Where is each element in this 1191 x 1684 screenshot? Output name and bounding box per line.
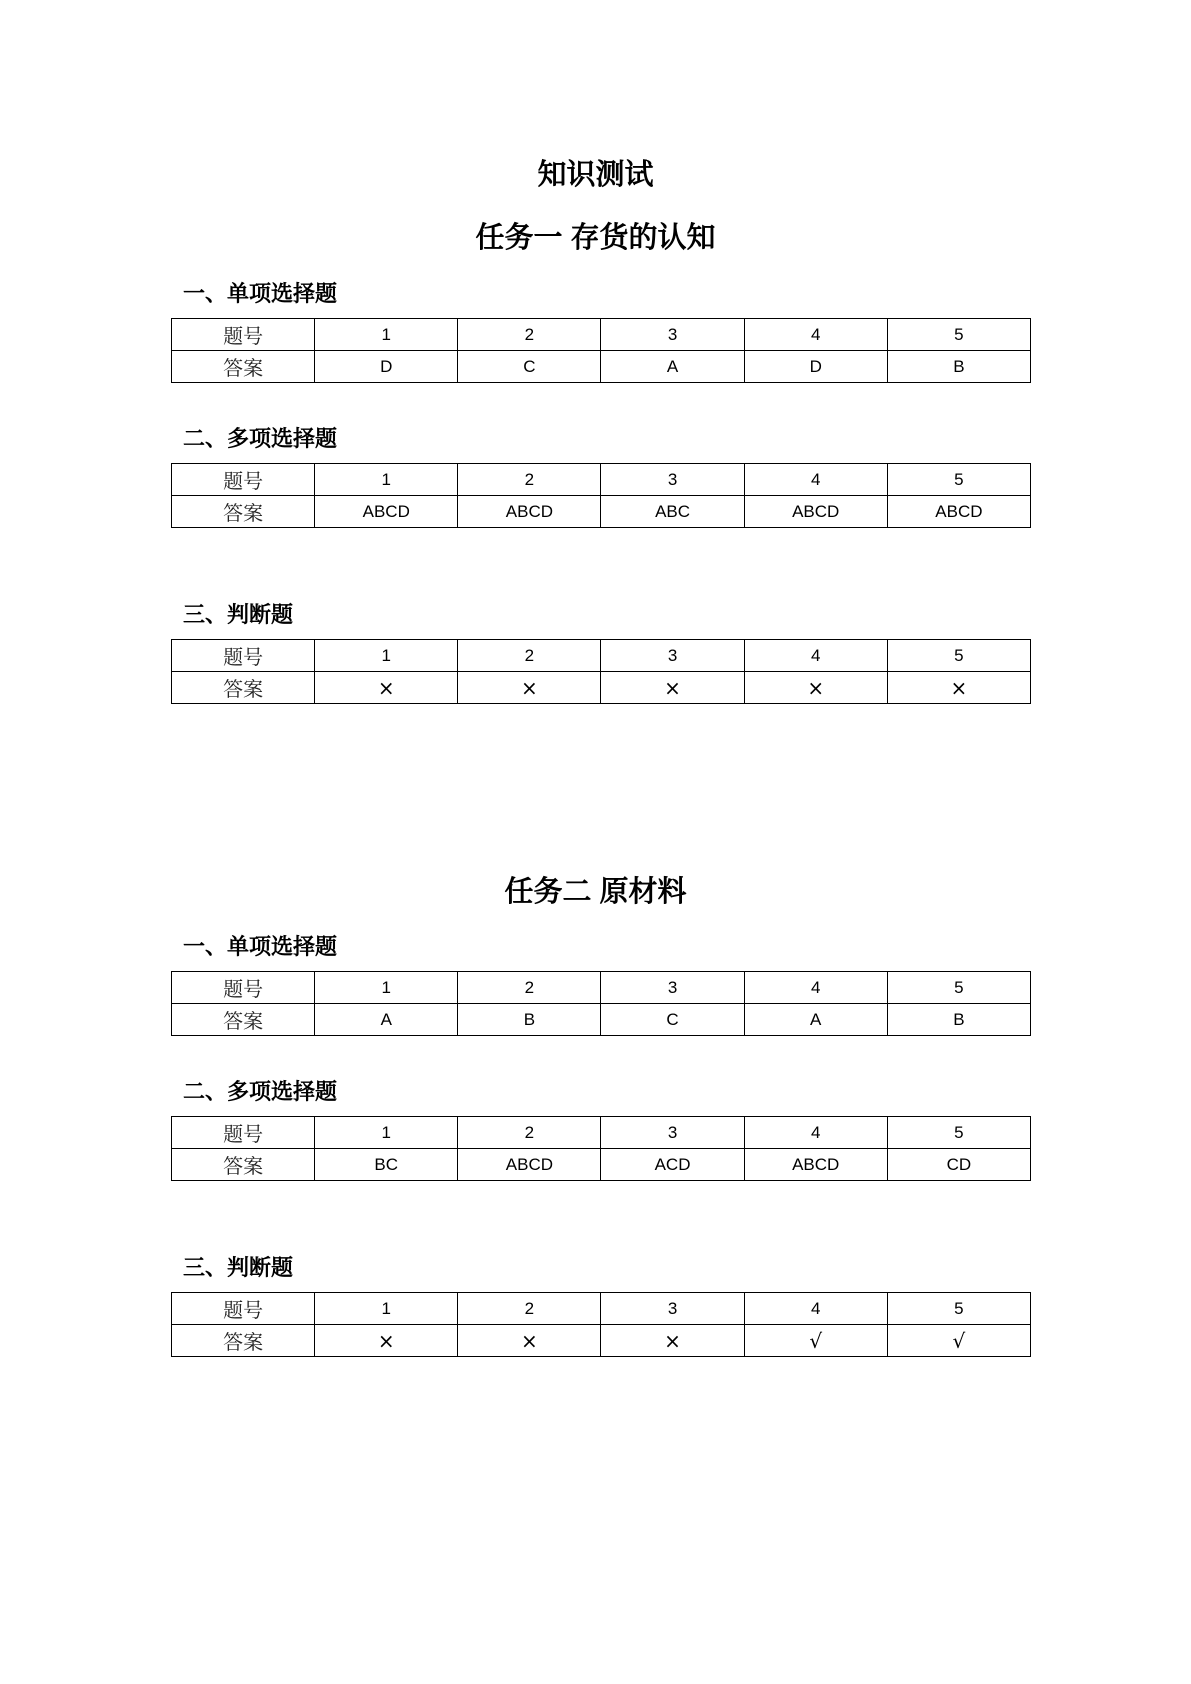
question-number: 5 [887,464,1030,496]
answer-cell: B [887,351,1030,383]
question-number: 4 [744,972,887,1004]
question-number: 1 [315,1293,458,1325]
question-number: 3 [601,1117,744,1149]
question-number: 5 [887,1293,1030,1325]
answer-cell: × [315,672,458,704]
table-row-answers [172,672,1031,704]
row-label: 答案 [172,496,315,528]
row-label: 答案 [172,1149,315,1181]
task2-sec3-table [171,1292,1031,1357]
question-number: 5 [887,972,1030,1004]
question-number: 5 [887,640,1030,672]
answer-cell: × [315,1325,458,1357]
question-number: 3 [601,972,744,1004]
answer-cell: √ [744,1325,887,1357]
question-number: 4 [744,640,887,672]
table-row-numbers [172,972,1031,1004]
task1-sec1-table [171,318,1031,383]
row-label: 答案 [172,1004,315,1036]
question-number: 3 [601,319,744,351]
question-number: 3 [601,640,744,672]
question-number: 4 [744,464,887,496]
answer-cell: B [458,1004,601,1036]
answer-cell: ABC [601,496,744,528]
question-number: 2 [458,1293,601,1325]
row-label: 题号 [172,640,315,672]
question-number: 1 [315,319,458,351]
question-number: 1 [315,464,458,496]
answer-cell: CD [887,1149,1030,1181]
table-row-answers [172,1004,1031,1036]
table-row-numbers [172,1293,1031,1325]
answer-cell: C [601,1004,744,1036]
answer-cell: A [744,1004,887,1036]
answer-cell: ABCD [458,496,601,528]
answer-cell: ABCD [458,1149,601,1181]
answer-cell: ACD [601,1149,744,1181]
question-number: 4 [744,1117,887,1149]
table-row-answers [172,351,1031,383]
question-number: 2 [458,640,601,672]
question-number: 3 [601,464,744,496]
answer-cell: D [744,351,887,383]
question-number: 3 [601,1293,744,1325]
answer-cell: × [601,672,744,704]
answer-cell: ABCD [887,496,1030,528]
answer-cell: ABCD [315,496,458,528]
task1-heading: 任务一 存货的认知 [475,222,716,254]
row-label: 题号 [172,1293,315,1325]
task2-heading: 任务二 原材料 [504,876,687,908]
task1-sec3-title: 三、判断题 [183,602,294,627]
question-number: 2 [458,972,601,1004]
row-label: 题号 [172,464,315,496]
table-row-answers [172,1149,1031,1181]
answer-cell: D [315,351,458,383]
table-row-numbers [172,640,1031,672]
document-title: 知识测试 [537,159,654,191]
answer-cell: × [887,672,1030,704]
answer-cell: × [601,1325,744,1357]
answer-cell: × [744,672,887,704]
question-number: 1 [315,640,458,672]
task1-sec1-title: 一、单项选择题 [183,281,338,306]
answer-cell: ABCD [744,1149,887,1181]
row-label: 答案 [172,1325,315,1357]
answer-cell: × [458,1325,601,1357]
answer-cell: C [458,351,601,383]
answer-cell: B [887,1004,1030,1036]
question-number: 1 [315,972,458,1004]
task1-sec3-table [171,639,1031,704]
table-row-answers [172,1325,1031,1357]
task2-sec1-title: 一、单项选择题 [183,934,338,959]
question-number: 4 [744,1293,887,1325]
table-row-numbers [172,319,1031,351]
answer-cell: BC [315,1149,458,1181]
task1-sec2-table [171,463,1031,528]
answer-cell: ABCD [744,496,887,528]
table-row-answers [172,496,1031,528]
question-number: 2 [458,464,601,496]
table-row-numbers [172,464,1031,496]
row-label: 题号 [172,319,315,351]
table-row-numbers [172,1117,1031,1149]
question-number: 1 [315,1117,458,1149]
row-label: 题号 [172,972,315,1004]
question-number: 4 [744,319,887,351]
task2-sec3-title: 三、判断题 [183,1255,294,1280]
task2-sec2-title: 二、多项选择题 [183,1079,338,1104]
row-label: 答案 [172,672,315,704]
task2-sec1-table [171,971,1031,1036]
answer-cell: A [315,1004,458,1036]
question-number: 5 [887,1117,1030,1149]
row-label: 答案 [172,351,315,383]
answer-cell: A [601,351,744,383]
task1-sec2-title: 二、多项选择题 [183,426,338,451]
task2-sec2-table [171,1116,1031,1181]
answer-cell: × [458,672,601,704]
question-number: 5 [887,319,1030,351]
answer-cell: √ [887,1325,1030,1357]
question-number: 2 [458,1117,601,1149]
question-number: 2 [458,319,601,351]
row-label: 题号 [172,1117,315,1149]
